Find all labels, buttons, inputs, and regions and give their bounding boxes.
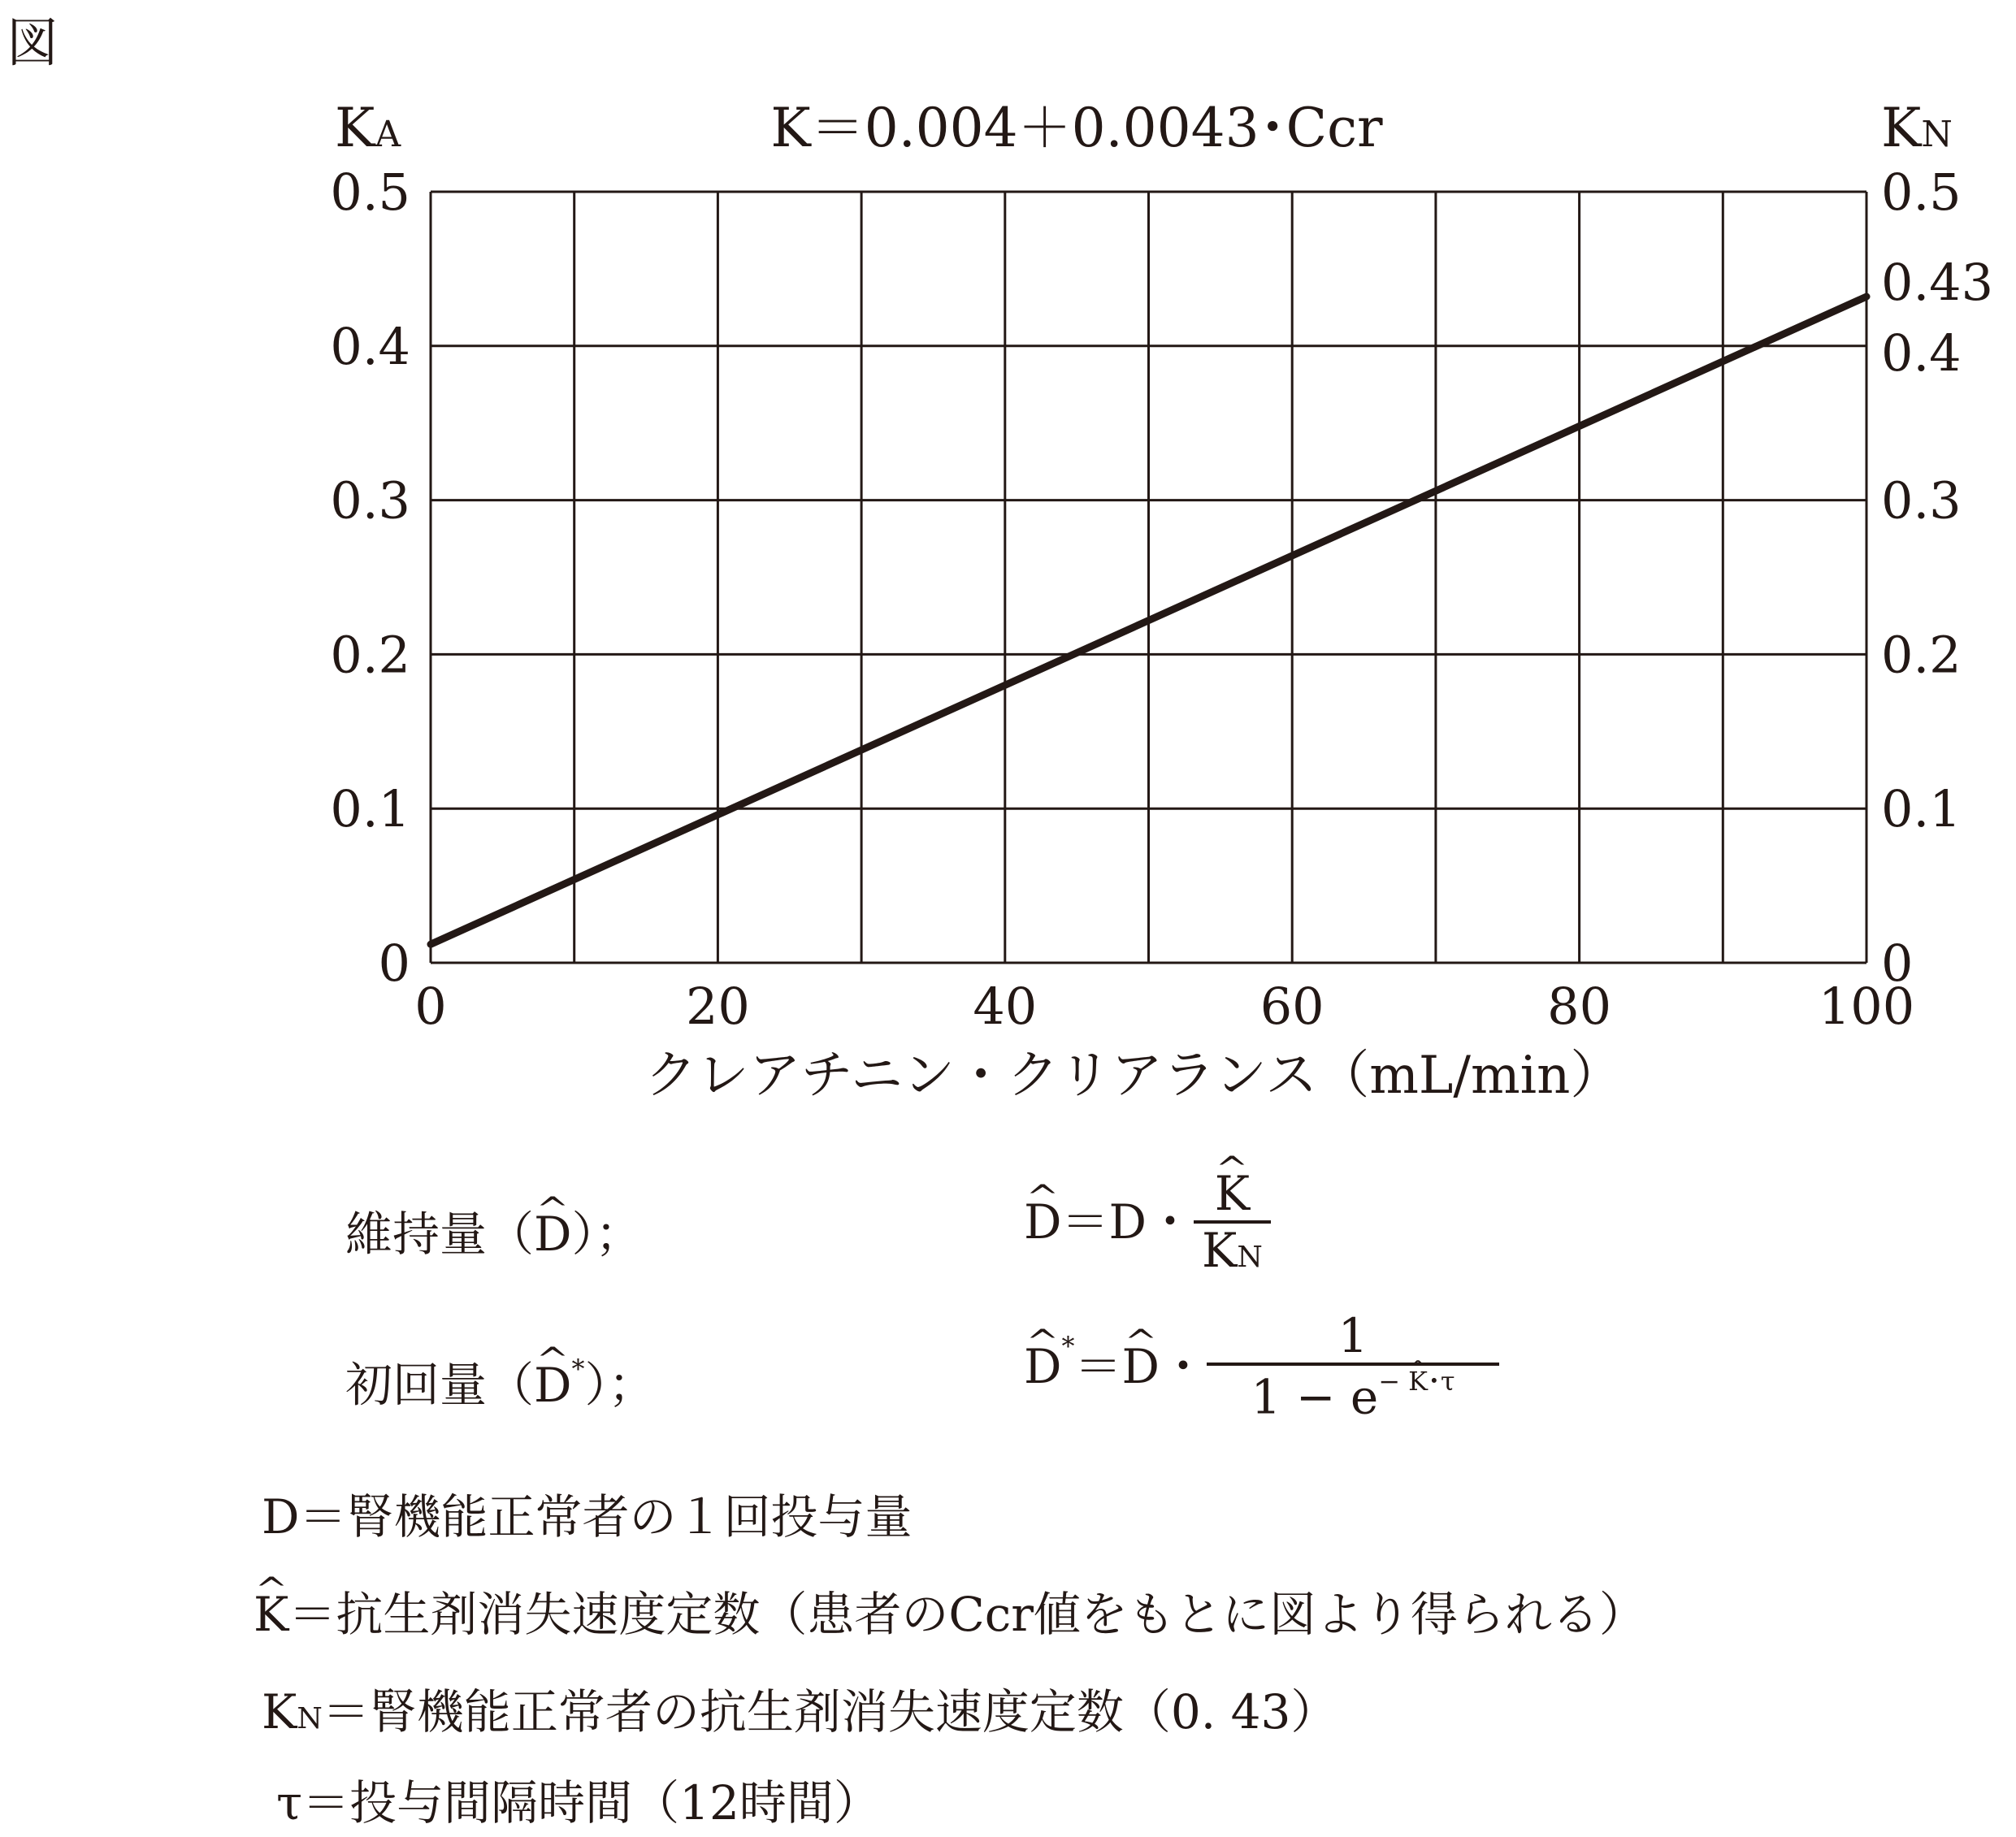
- left-tick-label: 0.5: [330, 162, 410, 222]
- x-tick-label: 20: [685, 977, 750, 1036]
- maintenance-denominator-main: K: [1202, 1223, 1238, 1278]
- chart-title: K＝0.004＋0.0043･Ccr: [770, 97, 1383, 159]
- left-tick-label: 0.2: [330, 625, 410, 685]
- left-axis-label-sub: A: [375, 114, 401, 155]
- maintenance-label-close: ）；: [571, 1207, 643, 1262]
- figure-label: 図: [7, 14, 59, 74]
- maintenance-symbol: ^ D: [534, 1211, 572, 1258]
- loading-symbol: ^ D: [534, 1362, 572, 1409]
- right-axis-label-sub: N: [1921, 114, 1953, 155]
- definition-k-text: ＝抗生剤消失速度定数（患者のCcr値をもとに図より得られる）: [288, 1587, 1646, 1642]
- maintenance-eq: ＝D・: [1061, 1194, 1194, 1250]
- loading-eq: ＝: [1074, 1338, 1122, 1394]
- definition-kn-main: K: [262, 1684, 297, 1740]
- right-axis-label: [1881, 97, 1953, 159]
- definition-kn-sub: N: [297, 1702, 323, 1735]
- right-axis-label-main: K: [1881, 97, 1922, 159]
- maintenance-dose-formula: [1024, 1166, 1271, 1278]
- loading-star: *: [571, 1354, 585, 1384]
- left-tick-label: 0: [378, 934, 410, 993]
- loading-rhs: ^ D: [1121, 1343, 1160, 1390]
- right-tick-label: 0.5: [1881, 162, 1962, 222]
- right-tick-label: 0.2: [1881, 625, 1962, 685]
- definition-kn-text: ＝腎機能正常者の抗生剤消失速度定数（0. 43）: [322, 1684, 1338, 1740]
- loading-dose-label: [345, 1354, 656, 1413]
- definition-d: D＝腎機能正常者の１回投与量: [262, 1489, 913, 1545]
- loading-label-text: 初回量（: [345, 1357, 535, 1413]
- right-tick-label: 0.4: [1881, 323, 1962, 383]
- left-axis-label: [335, 97, 401, 159]
- maintenance-label-text: 維持量（: [345, 1207, 535, 1262]
- loading-exponent-k: ^ K: [1408, 1369, 1428, 1395]
- tick-labels: [330, 162, 1993, 1036]
- maintenance-fraction: [1194, 1166, 1271, 1278]
- definition-k-symbol: ^ K: [254, 1591, 288, 1638]
- maintenance-lhs: ^ D: [1024, 1198, 1062, 1246]
- left-tick-label: 0.3: [330, 470, 410, 531]
- x-tick-label: 60: [1259, 977, 1324, 1036]
- loading-numerator: 1: [1337, 1308, 1368, 1363]
- maintenance-dose-label: [345, 1207, 643, 1262]
- loading-exponent-minus: −: [1378, 1366, 1400, 1397]
- x-tick-label: 40: [973, 977, 1038, 1036]
- left-tick-label: 0.1: [330, 779, 410, 839]
- x-axis-label: クレアチニン・クリアランス（mL/min）: [644, 1046, 1623, 1106]
- loading-lhs: ^ D: [1024, 1343, 1062, 1390]
- x-tick-label: 100: [1818, 977, 1915, 1036]
- right-tick-label: 0: [1881, 934, 1914, 993]
- loading-exponent: [1378, 1366, 1455, 1397]
- loading-label-close: ）；: [584, 1357, 656, 1413]
- loading-denominator-prefix: 1 − e: [1251, 1369, 1379, 1425]
- x-tick-label: 80: [1547, 977, 1612, 1036]
- loading-dose-formula: [1024, 1308, 1499, 1425]
- right-tick-label: 0.3: [1881, 470, 1962, 531]
- definition-k: [254, 1587, 1646, 1642]
- loading-lhs-star: *: [1061, 1331, 1075, 1363]
- loading-exponent-tau: ･τ: [1427, 1366, 1455, 1397]
- left-tick-label: 0.4: [330, 316, 410, 376]
- loading-fraction: [1207, 1308, 1499, 1425]
- x-tick-label: 0: [414, 977, 447, 1036]
- definition-kn: [262, 1684, 1338, 1740]
- maintenance-denominator-sub: N: [1237, 1241, 1263, 1274]
- loading-dot: ・: [1160, 1338, 1207, 1394]
- left-axis-label-main: K: [335, 97, 375, 159]
- maintenance-numerator: ^ K: [1215, 1170, 1250, 1217]
- right-tick-label: 0.1: [1881, 779, 1962, 839]
- definition-tau: τ＝投与間隔時間（12時間）: [276, 1775, 881, 1831]
- right-tick-label: 0.43: [1881, 252, 1994, 312]
